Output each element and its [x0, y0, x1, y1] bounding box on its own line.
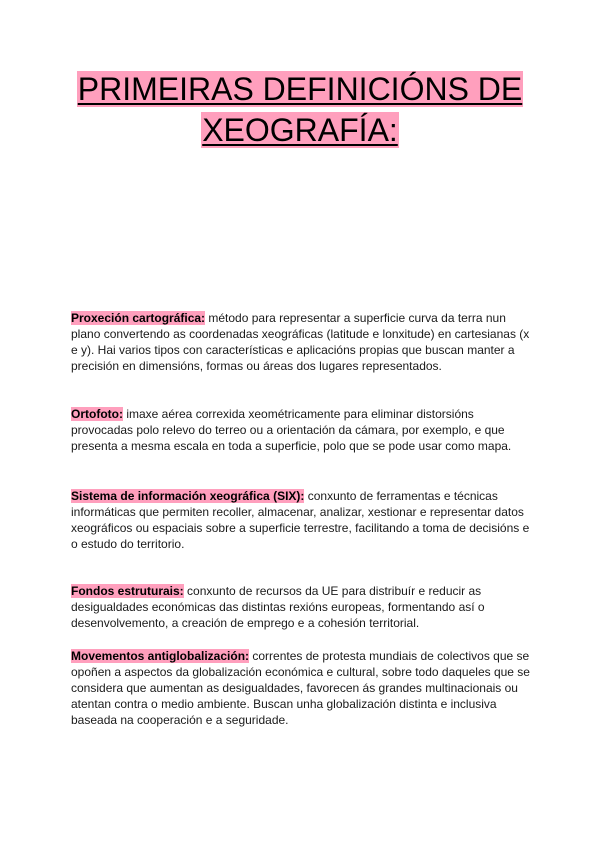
title-line-1: PRIMEIRAS DEFINICIÓNS DE [77, 71, 523, 107]
definition-text: imaxe aérea correxida xeométricamente para eliminar distorsións provocadas polo relevo do terreo ou a orientación da cámara, por exemplo, e que presenta a mesma escala en toda a superficie, polo que se pode usar como mapa. [71, 407, 512, 453]
definition-movementos-antiglobalizacion [71, 648, 533, 728]
definition-text: correntes de protesta mundiais de colectivos que se opoñen a aspectos da globalización económica e cultural, sobre todo daqueles que se considera que aumentan as desigualdades, favorecen ás grandes multinacionais ou atentan contra o medio ambiente. Buscan unha globalización distinta e inclusiva baseada na cooperación e a seguridade. [71, 649, 530, 727]
definition-term: Proxeción cartográfica: [71, 311, 206, 325]
title-line-2: XEOGRAFÍA: [202, 112, 398, 148]
page-title [0, 69, 600, 151]
definition-term: Ortofoto: [71, 407, 123, 421]
definition-text: conxunto de recursos da UE para distribuír e reducir as desigualdades económicas das distintas rexións europeas, formentando así o desenvolvemento, a creación de emprego e a cohesión territorial. [71, 584, 485, 630]
definition-fondos-estruturais [71, 583, 533, 631]
definition-proxecion-cartografica [71, 310, 533, 374]
definition-ortofoto [71, 406, 533, 454]
definition-term: Fondos estruturais: [71, 584, 184, 598]
definition-term: Sistema de información xeográfica (SIX): [71, 489, 305, 503]
definition-text: conxunto de ferramentas e técnicas informáticas que permiten recoller, almacenar, analizar, xestionar e representar datos xeográficos ou espaciais sobre a superficie terrestre, facilitando a toma de decisións e o estudo do territorio. [71, 489, 530, 551]
definition-text: método para representar a superficie curva da terra nun plano convertendo as coordenadas xeográficas (latitude e lonxitude) en cartesianas (x e y). Hai varios tipos con características e aplicacións propias que buscan manter a precisión en dimensións, formas ou áreas dos lugares representados. [71, 311, 530, 373]
definition-term: Movementos antiglobalización: [71, 649, 250, 663]
definition-six [71, 488, 533, 552]
